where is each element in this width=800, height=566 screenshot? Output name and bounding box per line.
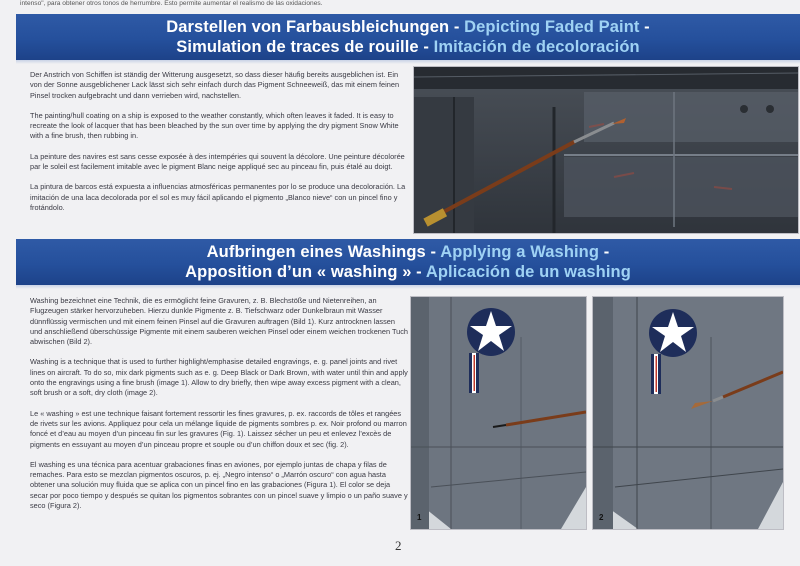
faded-paint-text — [30, 70, 408, 223]
page-number: 2 — [395, 538, 402, 553]
title-fr: Apposition d’un « washing » — [185, 263, 412, 281]
ship-hull-photo — [413, 66, 799, 234]
paragraph-es: La pintura de barcos está expuesta a influencias atmosféricas permanentes por lo se produce una decoloración. La imitación de una laca decolorada por el sol es muy fácil aplicando el pigmento „Blanco nieve“ con un pincel fino y frotándolo. — [30, 182, 406, 212]
wing-photo-1 — [410, 296, 587, 530]
banner-title-line-1 — [16, 17, 800, 37]
washing-text — [30, 296, 408, 521]
title-es: Imitación de decoloración — [433, 38, 640, 56]
title-separator: - — [418, 38, 434, 56]
title-de: Darstellen von Farbausbleichungen — [166, 18, 450, 36]
paragraph-de: Washing bezeichnet eine Technik, die es ermöglicht feine Gravuren, z. B. Blechstöße und Nietenreihen, an Flugzeugen stärker hervorzuheben. Hierzu dunkle Pigmente z. B. Tiefschwarz oder Dunkelbraun mit Wasser dünnflüssig vermischen und mit einem feinen Pinsel auf die Gravuren auftragen (Bild 1). Kurz antrocknen lassen und anschließend überschüssige Pigmente mit einem sauberen weichen Pinsel oder einem weichen trockenen Tuch abwischen (Bild 2). — [30, 296, 409, 347]
title-separator: - — [411, 263, 426, 281]
paragraph-fr: La peinture des navires est sans cesse exposée à des intempéries qui souvent la décolore. Une peinture décolorée par le soleil est facilement imitable avec le pigment Blanc neige appliqué sec au pinceau fin, puis étalé au doigt. — [30, 151, 405, 172]
wing-photo-2 — [592, 296, 784, 530]
banner-title-line-2 — [16, 37, 800, 57]
title-tail: - — [639, 18, 650, 36]
title-en: Applying a Washing — [440, 243, 600, 261]
section-banner-faded-paint — [16, 14, 800, 60]
paragraph-es: El washing es una técnica para acentuar grabaciones finas en aviones, por ejemplo juntas de chapa y filas de remaches. Para esto se mezclan pigmentos oscuros, p. ej. „Negro intenso“ o „Marrón oscuro“ con agua hasta obtener una solución muy fluida que se aplica con un pincel fino en las grabaciones (Figura 1). El color se deja secar por poco tiempo y después se quitan los pigmentos sobrantes con un pincel suave y limpio o un paño suave y seco (Figura 2). — [30, 459, 408, 511]
banner-title-line-2 — [16, 262, 800, 282]
title-separator: - — [449, 18, 465, 36]
title-fr: Simulation de traces de rouille — [176, 38, 419, 56]
paragraph-fr: Le « washing » est une technique faisant fortement ressortir les fines gravures, p. ex. raccords de tôles et rangées de rivets sur les avions. Appliquez pour cela un mélange liquide de pigments sombres p. ex. Noir profond ou marron foncé et d’eau au moyen d’un pinceau fin sur les gravures (Fig. 1). Laissez sécher un peu et enlevez l’excès de pigments en essuyant au moyen d’un pinceau propre et souple ou d’un chiffon doux et sec (fig. 2). — [30, 408, 407, 449]
image-label-2: 2 — [599, 513, 604, 522]
section-banner-washing — [16, 239, 800, 285]
paragraph-en: Washing is a technique that is used to further highlight/emphasise detailed engravings, e. g. panel joints and rivet lines on aircraft. To do so, mix dark pigments such as e. g. Deep Black or Dark Brown, with water until thin and apply onto the engravings using a fine brush (image 1). Allow to dry briefly, then wipe away excess pigment with a clean, soft brush or a soft, dry cloth (image 2). — [30, 357, 408, 398]
title-de: Aufbringen eines Washings — [206, 243, 426, 261]
paragraph-de: Der Anstrich von Schiffen ist ständig der Witterung ausgesetzt, so dass dieser häufig bereits ausgeblichen ist. Ein von der Sonne ausgeblichener Lack lässt sich sehr einfach durch das Pigment Schneeweiß, das mit einem feinen Pinsel trocken aufgebracht und dann verrieben wird, nachstellen. — [30, 70, 400, 100]
title-en: Depicting Faded Paint — [464, 18, 640, 36]
paragraph-en: The painting/hull coating on a ship is exposed to the weather constantly, which often leaves it faded. It is easy to recreate the look of lacquer that has been bleached by the sun over time by applying the dry pigment Snow White with a fine brush, then rubbing in. — [30, 110, 399, 141]
title-es: Aplicación de un washing — [425, 263, 631, 281]
title-tail: - — [599, 243, 610, 261]
image-label-1: 1 — [417, 513, 422, 522]
previous-page-fragment: intenso", para obtener otros tonos de herrumbre. Esto permite aumentar el realismo de las oxidaciones. — [20, 0, 323, 7]
banner-title-line-1 — [16, 242, 800, 262]
title-separator: - — [425, 243, 441, 261]
